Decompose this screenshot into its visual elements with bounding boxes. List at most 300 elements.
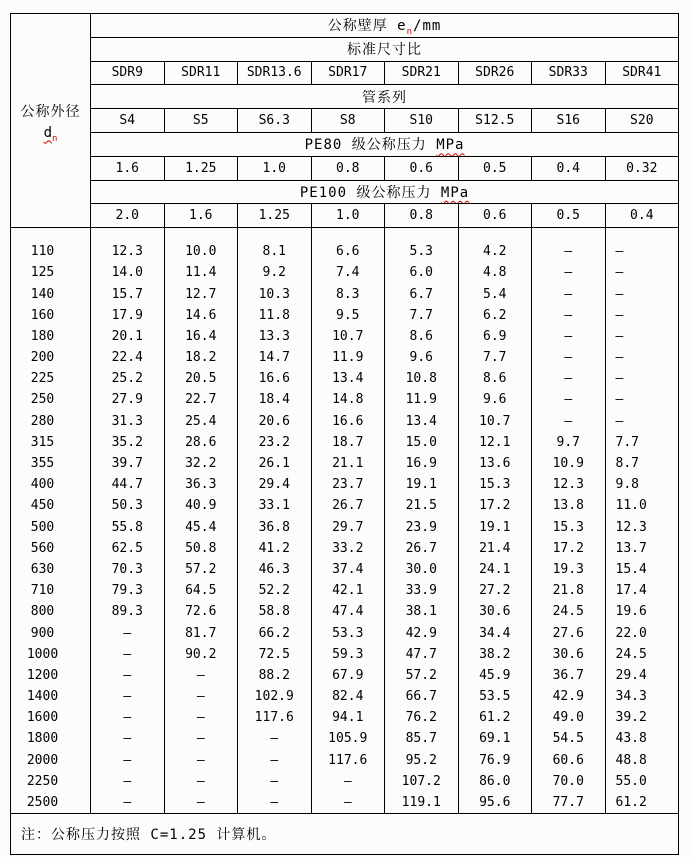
table-cell-value: 59.3 — [332, 646, 364, 662]
wall-thickness-unit: /mm — [413, 18, 442, 35]
table-cell-value: 43.8 — [615, 731, 647, 747]
table-cell-value: 9.6 — [483, 392, 507, 408]
table-cell-value: 13.6 — [479, 456, 511, 472]
table-cell-value: 27.6 — [552, 625, 584, 641]
sdr-value-2: SDR13.6 — [238, 61, 312, 85]
table-cell-value: 29.4 — [258, 477, 290, 493]
table-cell-value: 33.1 — [258, 498, 290, 514]
table-cell-value: 66.2 — [258, 625, 290, 641]
table-cell-value: 23.2 — [258, 434, 290, 450]
header-row-pe100-values — [11, 204, 679, 228]
table-cell-value: 110 — [30, 244, 55, 260]
table-cell-value: 280 — [30, 413, 55, 429]
pe80-unit: MPa — [436, 137, 465, 154]
table-cell-value: 79.3 — [111, 583, 143, 599]
table-cell-value: — — [615, 413, 624, 429]
table-cell-value: 94.1 — [332, 710, 364, 726]
table-cell-value: 15.4 — [615, 561, 647, 577]
table-cell-value: 36.8 — [258, 519, 290, 535]
table-note: 注：公称压力按照 C=1.25 计算机。 — [11, 814, 679, 855]
pipe-wall-thickness-table — [10, 13, 679, 855]
table-cell-value: 33.2 — [332, 540, 364, 556]
table-cell-value: 39.7 — [111, 456, 143, 472]
table-cell-value: 21.5 — [405, 498, 437, 514]
table-cell-value: 30.6 — [479, 604, 511, 620]
table-cell-value: 55.8 — [111, 519, 143, 535]
table-cell-value: 560 — [30, 540, 55, 556]
table-cell-value: 2000 — [26, 752, 59, 768]
table-cell-value: 140 — [30, 286, 55, 302]
table-cell-value: — — [270, 795, 279, 811]
sdr-value-0: SDR9 — [91, 61, 165, 85]
table-cell-value: 42.1 — [332, 583, 364, 599]
table-cell-value: 53.3 — [332, 625, 364, 641]
table-cell-value: 107.2 — [401, 773, 441, 789]
table-cell-value: 48.8 — [615, 752, 647, 768]
table-cell-value: 10.3 — [258, 286, 290, 302]
outer-diameter-header-cell — [11, 14, 91, 228]
table-cell-value: 630 — [30, 561, 55, 577]
table-cell-value: 95.2 — [405, 752, 437, 768]
table-cell-value: 1600 — [26, 710, 59, 726]
wall-thickness-column-SDR26 — [458, 228, 532, 814]
table-cell-value: 1000 — [26, 646, 59, 662]
table-cell-value: 11.9 — [405, 392, 437, 408]
table-cell-value: 8.6 — [483, 371, 507, 387]
table-cell-value: 88.2 — [258, 667, 290, 683]
table-cell-value: 105.9 — [328, 731, 368, 747]
table-cell-value: 19.6 — [615, 604, 647, 620]
table-cell-value: 9.5 — [336, 307, 360, 323]
table-cell-value: 66.7 — [405, 689, 437, 705]
sdr-label-cell: 标准尺寸比 — [91, 37, 679, 61]
table-cell-value: 42.9 — [552, 689, 584, 705]
table-cell-value: 61.2 — [479, 710, 511, 726]
header-row-pe100-label — [11, 180, 679, 204]
table-cell-value: 2500 — [26, 795, 59, 811]
table-cell-value: 7.7 — [409, 307, 433, 323]
table-cell-value: 67.9 — [332, 667, 364, 683]
table-cell-value: 19.1 — [405, 477, 437, 493]
table-cell-value: 22.4 — [111, 350, 143, 366]
table-cell-value: — — [615, 371, 624, 387]
table-cell-value: 125 — [30, 265, 55, 281]
table-cell-value: 85.7 — [405, 731, 437, 747]
table-cell-value: 17.2 — [479, 498, 511, 514]
table-cell-value: 27.9 — [111, 392, 143, 408]
pe100-pressure-1: 1.6 — [164, 204, 238, 228]
table-cell-value: 38.1 — [405, 604, 437, 620]
table-cell-value: 72.6 — [185, 604, 217, 620]
table-cell-value: 17.2 — [552, 540, 584, 556]
sdr-value-5: SDR26 — [458, 61, 532, 85]
table-cell-value: 22.7 — [185, 392, 217, 408]
table-cell-value: 32.2 — [185, 456, 217, 472]
table-cell-value: — — [343, 773, 352, 789]
table-cell-value: 10.0 — [185, 244, 217, 260]
series-value-2: S6.3 — [238, 109, 312, 133]
sdr-value-1: SDR11 — [164, 61, 238, 85]
table-cell-value: 22.0 — [615, 625, 647, 641]
table-cell-value: 19.3 — [552, 561, 584, 577]
pe100-pressure-4: 0.8 — [385, 204, 459, 228]
table-cell-value: 13.8 — [552, 498, 584, 514]
table-cell-value: 46.3 — [258, 561, 290, 577]
table-cell-value: — — [270, 731, 279, 747]
series-value-6: S16 — [532, 109, 606, 133]
pe80-pressure-6: 0.4 — [532, 156, 606, 180]
table-cell-value: 18.2 — [185, 350, 217, 366]
table-cell-value: 5.3 — [409, 244, 433, 260]
table-cell-value: 4.8 — [483, 265, 507, 281]
table-cell-value: 29.7 — [332, 519, 364, 535]
table-cell-value: 37.4 — [332, 561, 364, 577]
pe100-pressure-6: 0.5 — [532, 204, 606, 228]
table-cell-value: 35.2 — [111, 434, 143, 450]
table-cell-value: 41.2 — [258, 540, 290, 556]
table-cell-value: — — [196, 689, 205, 705]
header-row-wall-thickness — [11, 14, 679, 38]
table-cell-value: 18.4 — [258, 392, 290, 408]
table-cell-value: 315 — [30, 434, 55, 450]
table-cell-value: 27.2 — [479, 583, 511, 599]
wall-thickness-column-SDR21 — [385, 228, 459, 814]
pe80-pressure-2: 1.0 — [238, 156, 312, 180]
pe100-pressure-7: 0.4 — [605, 204, 679, 228]
table-cell-value: 102.9 — [254, 689, 294, 705]
pe100-pressure-5: 0.6 — [458, 204, 532, 228]
table-cell-value: 33.9 — [405, 583, 437, 599]
table-cell-value: 16.9 — [405, 456, 437, 472]
table-cell-value: — — [615, 286, 624, 302]
table-cell-value: — — [564, 286, 573, 302]
table-cell-value: — — [123, 646, 132, 662]
table-cell-value: — — [615, 328, 624, 344]
table-cell-value: 38.2 — [479, 646, 511, 662]
table-cell-value: 20.1 — [111, 328, 143, 344]
table-cell-value: 4.2 — [483, 244, 507, 260]
table-cell-value: 21.1 — [332, 456, 364, 472]
sdr-value-7: SDR41 — [605, 61, 679, 85]
table-cell-value: 13.7 — [615, 540, 647, 556]
table-cell-value: 11.4 — [185, 265, 217, 281]
table-cell-value: 13.4 — [332, 371, 364, 387]
table-cell-value: — — [196, 710, 205, 726]
table-cell-value: 117.6 — [328, 752, 368, 768]
table-cell-value: 10.7 — [479, 413, 511, 429]
table-cell-value: — — [196, 667, 205, 683]
table-cell-value: 82.4 — [332, 689, 364, 705]
table-cell-value: — — [123, 731, 132, 747]
note-row — [11, 814, 679, 855]
wall-thickness-header-cell — [91, 14, 679, 38]
table-cell-value: 21.8 — [552, 583, 584, 599]
pe80-pressure-7: 0.32 — [605, 156, 679, 180]
table-cell-value: — — [123, 710, 132, 726]
table-cell-value: 52.2 — [258, 583, 290, 599]
table-cell-value: 64.5 — [185, 583, 217, 599]
table-cell-value: 19.1 — [479, 519, 511, 535]
table-cell-value: 6.2 — [483, 307, 507, 323]
table-cell-value: — — [196, 773, 205, 789]
table-cell-value: — — [615, 265, 624, 281]
table-cell-value: — — [123, 689, 132, 705]
table-cell-value: 250 — [30, 392, 55, 408]
table-cell-value: 62.5 — [111, 540, 143, 556]
table-cell-value: 13.4 — [405, 413, 437, 429]
pe100-pressure-3: 1.0 — [311, 204, 385, 228]
table-cell-value: 16.4 — [185, 328, 217, 344]
header-row-sdr-label — [11, 37, 679, 61]
table-cell-value: 24.5 — [615, 646, 647, 662]
table-cell-value: 8.7 — [615, 456, 639, 472]
wall-thickness-column-SDR41 — [605, 228, 679, 814]
table-cell-value: 47.7 — [405, 646, 437, 662]
table-cell-value: 15.3 — [552, 519, 584, 535]
outer-diameter-label: 公称外径 — [20, 103, 81, 120]
table-cell-value: 25.2 — [111, 371, 143, 387]
table-cell-value: 11.0 — [615, 498, 647, 514]
header-row-pe80-label — [11, 132, 679, 156]
series-value-4: S10 — [385, 109, 459, 133]
pe80-pressure-0: 1.6 — [91, 156, 165, 180]
table-cell-value: — — [564, 350, 573, 366]
pe100-label: PE100 级公称压力 — [299, 184, 432, 201]
table-cell-value: 117.6 — [254, 710, 294, 726]
table-cell-value: 45.4 — [185, 519, 217, 535]
table-cell-value: 76.9 — [479, 752, 511, 768]
sdr-value-4: SDR21 — [385, 61, 459, 85]
table-cell-value: — — [270, 752, 279, 768]
table-cell-value: 180 — [30, 328, 55, 344]
table-cell-value: 14.7 — [258, 350, 290, 366]
table-cell-value: 160 — [30, 307, 55, 323]
table-cell-value: — — [615, 392, 624, 408]
wall-thickness-label: 公称壁厚 e — [327, 18, 407, 35]
table-cell-value: 57.2 — [405, 667, 437, 683]
outer-diameter-symbol: $d_n$ — [43, 124, 58, 144]
table-cell-value: — — [270, 773, 279, 789]
table-cell-value: 12.3 — [552, 477, 584, 493]
table-cell-value: 60.6 — [552, 752, 584, 768]
pe80-pressure-4: 0.6 — [385, 156, 459, 180]
table-cell-value: — — [196, 795, 205, 811]
table-cell-value: 21.4 — [479, 540, 511, 556]
table-cell-value: 26.7 — [405, 540, 437, 556]
table-cell-value: 15.7 — [111, 286, 143, 302]
table-cell-value: 44.7 — [111, 477, 143, 493]
table-cell-value: — — [564, 328, 573, 344]
table-cell-value: 7.4 — [336, 265, 360, 281]
table-cell-value: 70.0 — [552, 773, 584, 789]
table-cell-value: 9.6 — [409, 350, 433, 366]
pe80-label: PE80 级公称压力 — [304, 137, 427, 154]
table-cell-value: 15.3 — [479, 477, 511, 493]
table-cell-value: 23.9 — [405, 519, 437, 535]
table-cell-value: 39.2 — [615, 710, 647, 726]
table-cell-value: 77.7 — [552, 795, 584, 811]
table-cell-value: — — [123, 667, 132, 683]
table-cell-value: 6.6 — [336, 244, 360, 260]
table-cell-value: 30.6 — [552, 646, 584, 662]
table-cell-value: 72.5 — [258, 646, 290, 662]
pe100-pressure-0: 2.0 — [91, 204, 165, 228]
table-cell-value: 90.2 — [185, 646, 217, 662]
wall-thickness-column-SDR33 — [532, 228, 606, 814]
table-cell-value: 11.9 — [332, 350, 364, 366]
table-cell-value: 81.7 — [185, 625, 217, 641]
series-value-3: S8 — [311, 109, 385, 133]
table-cell-value: 6.7 — [409, 286, 433, 302]
table-cell-value: 9.8 — [615, 477, 639, 493]
table-cell-value: 29.4 — [615, 667, 647, 683]
table-cell-value: 12.3 — [615, 519, 647, 535]
table-cell-value: 710 — [30, 583, 55, 599]
table-cell-value: 800 — [30, 604, 55, 620]
table-cell-value: 14.6 — [185, 307, 217, 323]
table-cell-value: — — [123, 752, 132, 768]
table-cell-value: 400 — [30, 477, 55, 493]
table-cell-value: 70.3 — [111, 561, 143, 577]
table-cell-value: 24.5 — [552, 604, 584, 620]
table-cell-value: 7.7 — [615, 434, 639, 450]
table-cell-value: — — [196, 752, 205, 768]
table-cell-value: 24.1 — [479, 561, 511, 577]
table-cell-value: 45.9 — [479, 667, 511, 683]
wall-thickness-subscript: n — [406, 27, 414, 38]
wall-thickness-column-SDR17 — [311, 228, 385, 814]
table-cell-value: 50.8 — [185, 540, 217, 556]
pe80-pressure-3: 0.8 — [311, 156, 385, 180]
table-cell-value: 26.7 — [332, 498, 364, 514]
table-cell-value: 76.2 — [405, 710, 437, 726]
table-cell-value: 500 — [30, 519, 55, 535]
table-cell-value: 12.1 — [479, 434, 511, 450]
table-cell-value: 34.3 — [615, 689, 647, 705]
series-value-7: S20 — [605, 109, 679, 133]
header-row-pe80-values — [11, 156, 679, 180]
table-cell-value: 58.8 — [258, 604, 290, 620]
table-cell-value: 20.6 — [258, 413, 290, 429]
pe100-unit: MPa — [440, 184, 470, 201]
table-cell-value: — — [564, 392, 573, 408]
table-cell-value: — — [615, 307, 624, 323]
sdr-value-6: SDR33 — [532, 61, 606, 85]
table-cell-value: 49.0 — [552, 710, 584, 726]
table-cell-value: 11.8 — [258, 307, 290, 323]
table-cell-value: 1200 — [26, 667, 59, 683]
diameter-column — [11, 228, 91, 814]
table-cell-value: 5.4 — [483, 286, 507, 302]
pe80-pressure-5: 0.5 — [458, 156, 532, 180]
table-cell-value: 1800 — [26, 731, 59, 747]
table-cell-value: 200 — [30, 350, 55, 366]
table-cell-value: 17.4 — [615, 583, 647, 599]
table-cell-value: 9.2 — [262, 265, 286, 281]
table-cell-value: 54.5 — [552, 731, 584, 747]
table-cell-value: 10.9 — [552, 456, 584, 472]
table-cell-value: — — [564, 265, 573, 281]
table-cell-value: 14.8 — [332, 392, 364, 408]
wall-thickness-column-SDR13.6 — [238, 228, 312, 814]
table-cell-value: 61.2 — [615, 795, 647, 811]
table-cell-value: 34.4 — [479, 625, 511, 641]
series-label-cell: 管系列 — [91, 85, 679, 109]
table-cell-value: 10.7 — [332, 328, 364, 344]
table-cell-value: 13.3 — [258, 328, 290, 344]
table-cell-value: 16.6 — [332, 413, 364, 429]
table-cell-value: 55.0 — [615, 773, 647, 789]
table-cell-value: 450 — [30, 498, 55, 514]
table-cell-value: 8.6 — [409, 328, 433, 344]
table-cell-value: — — [615, 350, 624, 366]
wall-thickness-column-SDR11 — [164, 228, 238, 814]
table-cell-value: — — [564, 413, 573, 429]
table-cell-value: 20.5 — [185, 371, 217, 387]
table-cell-value: 16.6 — [258, 371, 290, 387]
table-cell-value: 36.3 — [185, 477, 217, 493]
table-cell-value: — — [343, 795, 352, 811]
table-cell-value: 8.1 — [262, 244, 286, 260]
table-cell-value: 14.0 — [111, 265, 143, 281]
series-value-5: S12.5 — [458, 109, 532, 133]
table-cell-value: 36.7 — [552, 667, 584, 683]
table-cell-value: 28.6 — [185, 434, 217, 450]
table-cell-value: 17.9 — [111, 307, 143, 323]
table-cell-value: 8.3 — [336, 286, 360, 302]
table-cell-value: — — [564, 244, 573, 260]
wall-thickness-column-SDR9 — [91, 228, 165, 814]
table-cell-value: 40.9 — [185, 498, 217, 514]
table-cell-value: 30.0 — [405, 561, 437, 577]
table-cell-value: 47.4 — [332, 604, 364, 620]
table-cell-value: 12.3 — [111, 244, 143, 260]
table-cell-value: 53.5 — [479, 689, 511, 705]
table-cell-value: — — [564, 371, 573, 387]
table-cell-value: 23.7 — [332, 477, 364, 493]
table-cell-value: 31.3 — [111, 413, 143, 429]
table-cell-value: — — [123, 625, 132, 641]
table-cell-value: 89.3 — [111, 604, 143, 620]
table-cell-value: 42.9 — [405, 625, 437, 641]
pe100-pressure-2: 1.25 — [238, 204, 312, 228]
table-cell-value: — — [123, 795, 132, 811]
header-row-sdr-values — [11, 61, 679, 85]
header-row-series-label — [11, 85, 679, 109]
table-cell-value: 6.0 — [409, 265, 433, 281]
pe80-label-cell — [91, 132, 679, 156]
table-cell-value: 86.0 — [479, 773, 511, 789]
header-row-series-values — [11, 109, 679, 133]
series-value-0: S4 — [91, 109, 165, 133]
table-cell-value: 26.1 — [258, 456, 290, 472]
table-cell-value: 57.2 — [185, 561, 217, 577]
table-cell-value: 95.6 — [479, 795, 511, 811]
table-cell-value: 50.3 — [111, 498, 143, 514]
table-cell-value: 6.9 — [483, 328, 507, 344]
table-cell-value: — — [123, 773, 132, 789]
pe100-label-cell — [91, 180, 679, 204]
table-cell-value: 119.1 — [401, 795, 441, 811]
series-value-1: S5 — [164, 109, 238, 133]
sdr-value-3: SDR17 — [311, 61, 385, 85]
table-cell-value: 1400 — [26, 689, 59, 705]
table-cell-value: — — [196, 731, 205, 747]
table-cell-value: 15.0 — [405, 434, 437, 450]
table-cell-value: 2250 — [26, 773, 59, 789]
pe80-pressure-1: 1.25 — [164, 156, 238, 180]
table-cell-value: 7.7 — [483, 350, 507, 366]
